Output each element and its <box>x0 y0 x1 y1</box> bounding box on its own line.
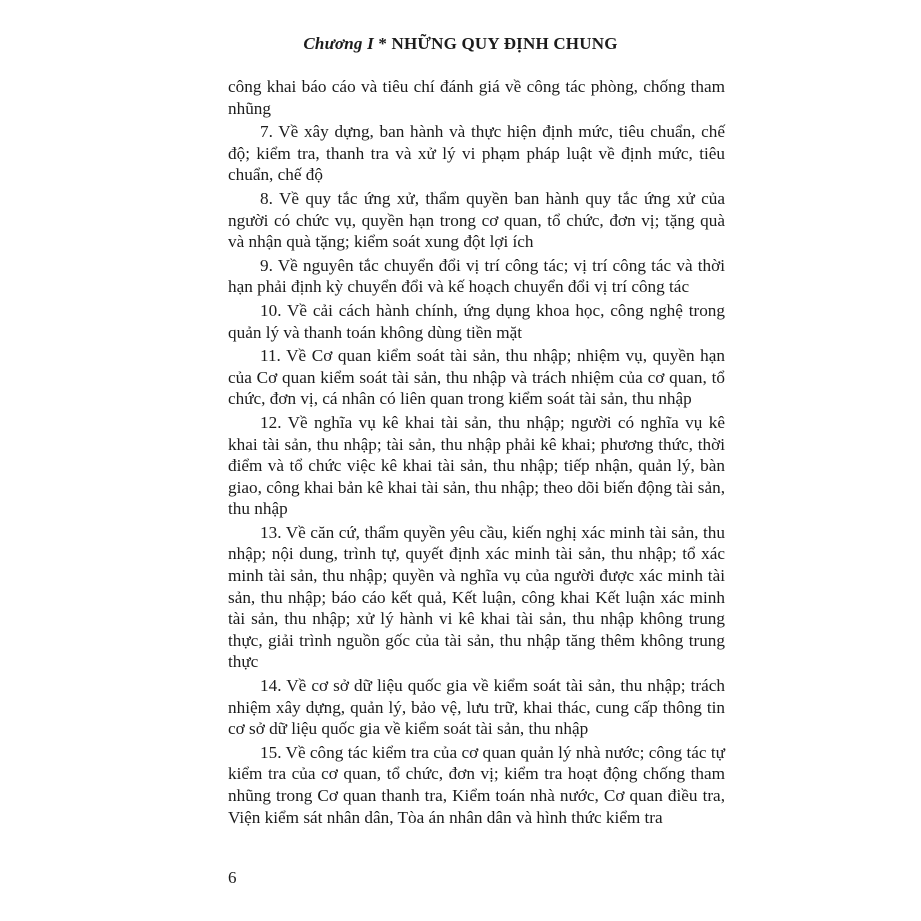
paragraph-item-14: 14. Về cơ sở dữ liệu quốc gia về kiểm soát tài sản, thu nhập; trách nhiệm xây dựng, quản lý, bảo vệ, lưu trữ, khai thác, cung cấp thông tin cơ sở dữ liệu quốc gia về kiểm soát tài sản, thu nhập <box>228 676 725 739</box>
chapter-header <box>0 34 921 54</box>
page-number: 6 <box>228 868 237 887</box>
paragraph-item-9: 9. Về nguyên tắc chuyển đổi vị trí công tác; vị trí công tác và thời hạn phải định kỳ chuyển đổi và kế hoạch chuyển đổi vị trí công tác <box>228 255 725 297</box>
chapter-label: Chương I <box>303 34 374 53</box>
paragraph-item-12: 12. Về nghĩa vụ kê khai tài sản, thu nhập; người có nghĩa vụ kê khai tài sản, thu nhập; tài sản, thu nhập phải kê khai; phương thức, thời điểm và tổ chức việc kê khai tài sản, thu nhập; tiếp nhận, quản lý, bàn giao, công khai bản kê khai tài sản, thu nhập; theo dõi biến động tài sản, thu nhập <box>228 412 725 519</box>
chapter-title: NHỮNG QUY ĐỊNH CHUNG <box>391 34 618 53</box>
paragraph-continuation: công khai báo cáo và tiêu chí đánh giá về công tác phòng, chống tham nhũng <box>228 77 725 118</box>
body-text <box>228 76 725 830</box>
paragraph-item-8: 8. Về quy tắc ứng xử, thẩm quyền ban hành quy tắc ứng xử của người có chức vụ, quyền hạn trong cơ quan, tổ chức, đơn vị; tặng quà và nhận quà tặng; kiểm soát xung đột lợi ích <box>228 188 725 252</box>
paragraph-item-10: 10. Về cải cách hành chính, ứng dụng khoa học, công nghệ trong quản lý và thanh toán không dùng tiền mặt <box>228 300 725 342</box>
paragraph-item-13: 13. Về căn cứ, thẩm quyền yêu cầu, kiến nghị xác minh tài sản, thu nhập; nội dung, trình tự, quyết định xác minh tài sản, thu nhập; tổ xác minh tài sản, thu nhập; quyền và nghĩa vụ của người được xác minh tài sản, thu nhập; báo cáo kết quả, Kết luận, công khai Kết luận xác minh tài sản, thu nhập; xử lý hành vi kê khai tài sản, thu nhập không trung thực, giải trình nguồn gốc của tài sản, thu nhập tăng thêm không trung thực <box>228 522 725 672</box>
header-separator: * <box>373 34 392 53</box>
paragraph-item-11: 11. Về Cơ quan kiểm soát tài sản, thu nhập; nhiệm vụ, quyền hạn của Cơ quan kiểm soát tài sản, thu nhập và trách nhiệm của cơ quan, tổ chức, đơn vị, cá nhân có liên quan trong kiểm soát tài sản, thu nhập <box>228 346 725 409</box>
paragraph-item-15: 15. Về công tác kiểm tra của cơ quan quản lý nhà nước; công tác tự kiểm tra của cơ quan, tổ chức, đơn vị; kiểm tra hoạt động chống tham nhũng trong Cơ quan thanh tra, Kiểm toán nhà nước, Cơ quan điều tra, Viện kiểm sát nhân dân, Tòa án nhân dân và hình thức kiểm tra <box>228 742 725 827</box>
paragraph-item-7: 7. Về xây dựng, ban hành và thực hiện định mức, tiêu chuẩn, chế độ; kiểm tra, thanh tra và xử lý vi phạm pháp luật về định mức, tiêu chuẩn, chế độ <box>228 122 725 185</box>
